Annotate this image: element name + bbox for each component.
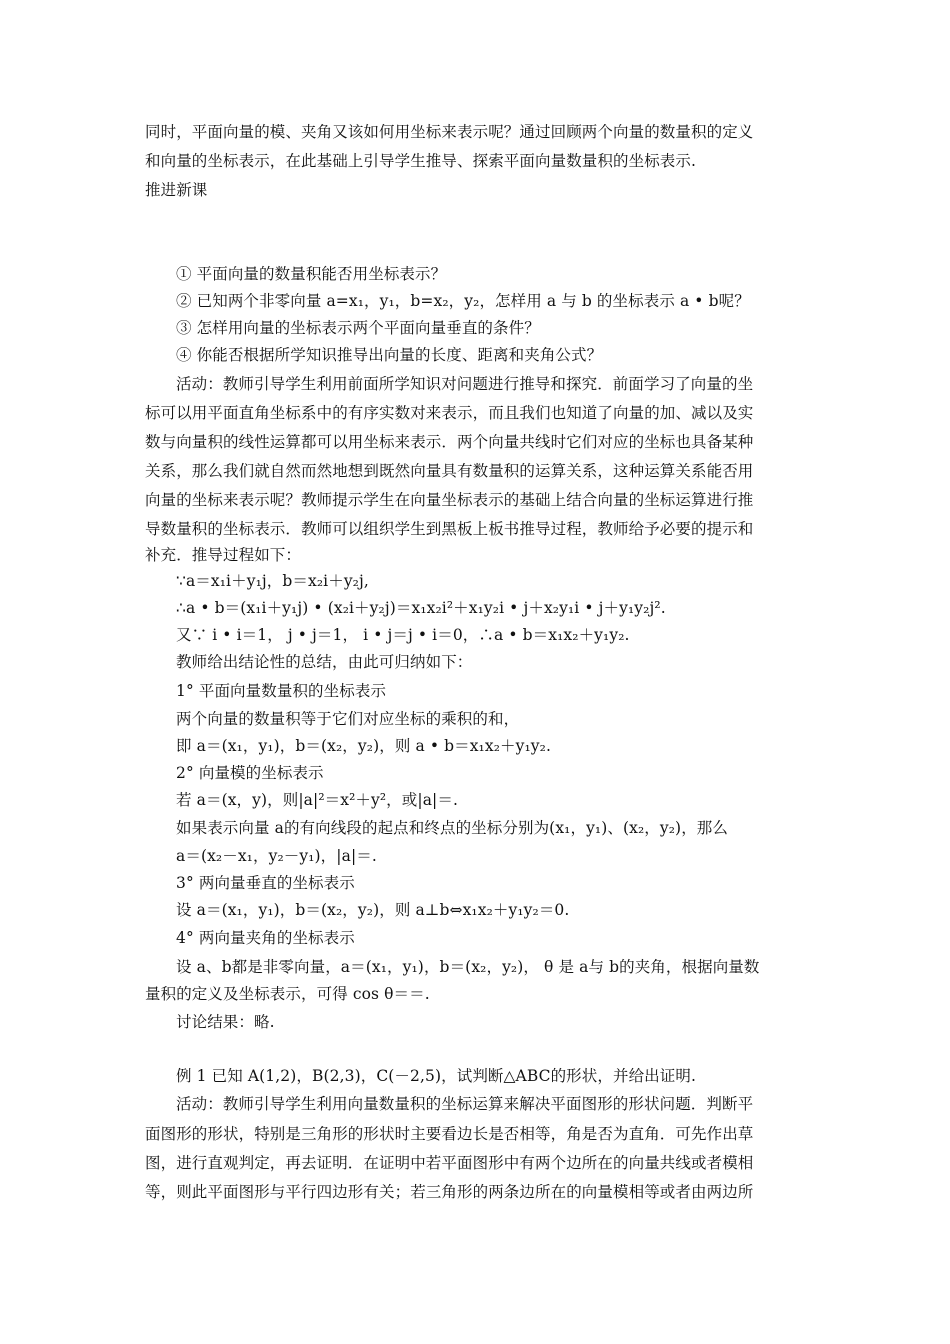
subsection-heading: 2° 向量模的坐标表示	[176, 764, 324, 782]
paragraph-line: 教师给出结论性的总结，由此可归纳如下：	[176, 653, 473, 671]
paragraph-line: 同时，平面向量的模、夹角又该如何用坐标来表示呢？通过回顾两个向量的数量积的定义	[145, 123, 754, 141]
example-heading: 例 1 已知 A(1,2)，B(2,3)，C(－2,5)，试判断△ABC的形状，并给出证明.	[176, 1067, 696, 1085]
formula-line: ∵a＝x₁i＋y₁j，b＝x₂i＋y₂j,	[176, 572, 369, 590]
paragraph-line: 量积的定义及坐标表示，可得 cos θ＝＝.	[145, 985, 430, 1003]
subsection-heading: 4° 两向量夹角的坐标表示	[176, 929, 355, 947]
paragraph-line: 数与向量积的线性运算都可以用坐标来表示．两个向量共线时它们对应的坐标也具备某种	[145, 433, 754, 451]
subsection-heading: 1° 平面向量数量积的坐标表示	[176, 682, 387, 700]
formula-line: 即 a＝(x₁，y₁)，b＝(x₂，y₂)，则 a • b＝x₁x₂＋y₁y₂.	[176, 737, 551, 755]
paragraph-line: 向量的坐标来表示呢？教师提示学生在向量坐标表示的基础上结合向量的坐标运算进行推	[145, 491, 754, 509]
paragraph-line: 标可以用平面直角坐标系中的有序实数对来表示，而且我们也知道了向量的加、减以及实	[145, 404, 754, 422]
paragraph-line: 活动：教师引导学生利用前面所学知识对问题进行推导和探究．前面学习了向量的坐	[176, 375, 754, 393]
paragraph-line: 关系，那么我们就自然而然地想到既然向量具有数量积的运算关系，这种运算关系能否用	[145, 462, 754, 480]
formula-line: 设 a＝(x₁，y₁)，b＝(x₂，y₂)，则 a⊥b⇔x₁x₂＋y₁y₂＝0.	[176, 901, 570, 919]
paragraph-line: 面图形的形状，特别是三角形的形状时主要看边长是否相等，角是否为直角．可先作出草	[145, 1125, 754, 1143]
paragraph-line: 和向量的坐标表示，在此基础上引导学生推导、探索平面向量数量积的坐标表示.	[145, 152, 697, 170]
section-heading: 推进新课	[145, 181, 208, 199]
formula-line: 又∵ i • i＝1， j • j＝1， i • j＝j • i＝0，∴a • b＝x₁x₂＋y₁y₂.	[176, 626, 630, 644]
paragraph-line: 如果表示向量 a的有向线段的起点和终点的坐标分别为(x₁，y₁)、(x₂，y₂)，那么	[176, 819, 729, 837]
paragraph-line: 图，进行直观判定，再去证明．在证明中若平面图形中有两个边所在的向量共线或者模相	[145, 1154, 754, 1172]
paragraph-line: 等，则此平面图形与平行四边形有关；若三角形的两条边所在的向量模相等或者由两边所	[145, 1183, 754, 1201]
formula-line: 若 a＝(x，y)，则|a|²＝x²＋y²，或|a|＝.	[176, 791, 458, 809]
paragraph-line: 讨论结果：略.	[176, 1013, 275, 1031]
paragraph-line: 补充．推导过程如下：	[145, 546, 302, 564]
paragraph-line: 两个向量的数量积等于它们对应坐标的乘积的和，	[176, 710, 520, 728]
subsection-heading: 3° 两向量垂直的坐标表示	[176, 874, 355, 892]
formula-line: a＝(x₂－x₁，y₂－y₁)，|a|＝.	[176, 847, 377, 865]
paragraph-line: 设 a、b都是非零向量，a＝(x₁，y₁)，b＝(x₂，y₂)， θ 是 a与 b的夹角，根据向量数	[176, 958, 760, 976]
question-item: ③ 怎样用向量的坐标表示两个平面向量垂直的条件？	[176, 319, 540, 337]
question-item: ② 已知两个非零向量 a=x₁，y₁，b=x₂，y₂，怎样用 a 与 b 的坐标表示 a • b呢？	[176, 292, 750, 310]
formula-line: ∴a • b＝(x₁i＋y₁j) • (x₂i＋y₂j)＝x₁x₂i²＋x₁y₂i • j＋x₂y₁i • j＋y₁y₂j².	[176, 599, 666, 617]
question-item: ① 平面向量的数量积能否用坐标表示？	[176, 265, 447, 283]
question-item: ④ 你能否根据所学知识推导出向量的长度、距离和夹角公式？	[176, 346, 603, 364]
paragraph-line: 导数量积的坐标表示．教师可以组织学生到黑板上板书推导过程，教师给予必要的提示和	[145, 520, 754, 538]
paragraph-line: 活动：教师引导学生利用向量数量积的坐标运算来解决平面图形的形状问题．判断平	[176, 1095, 754, 1113]
